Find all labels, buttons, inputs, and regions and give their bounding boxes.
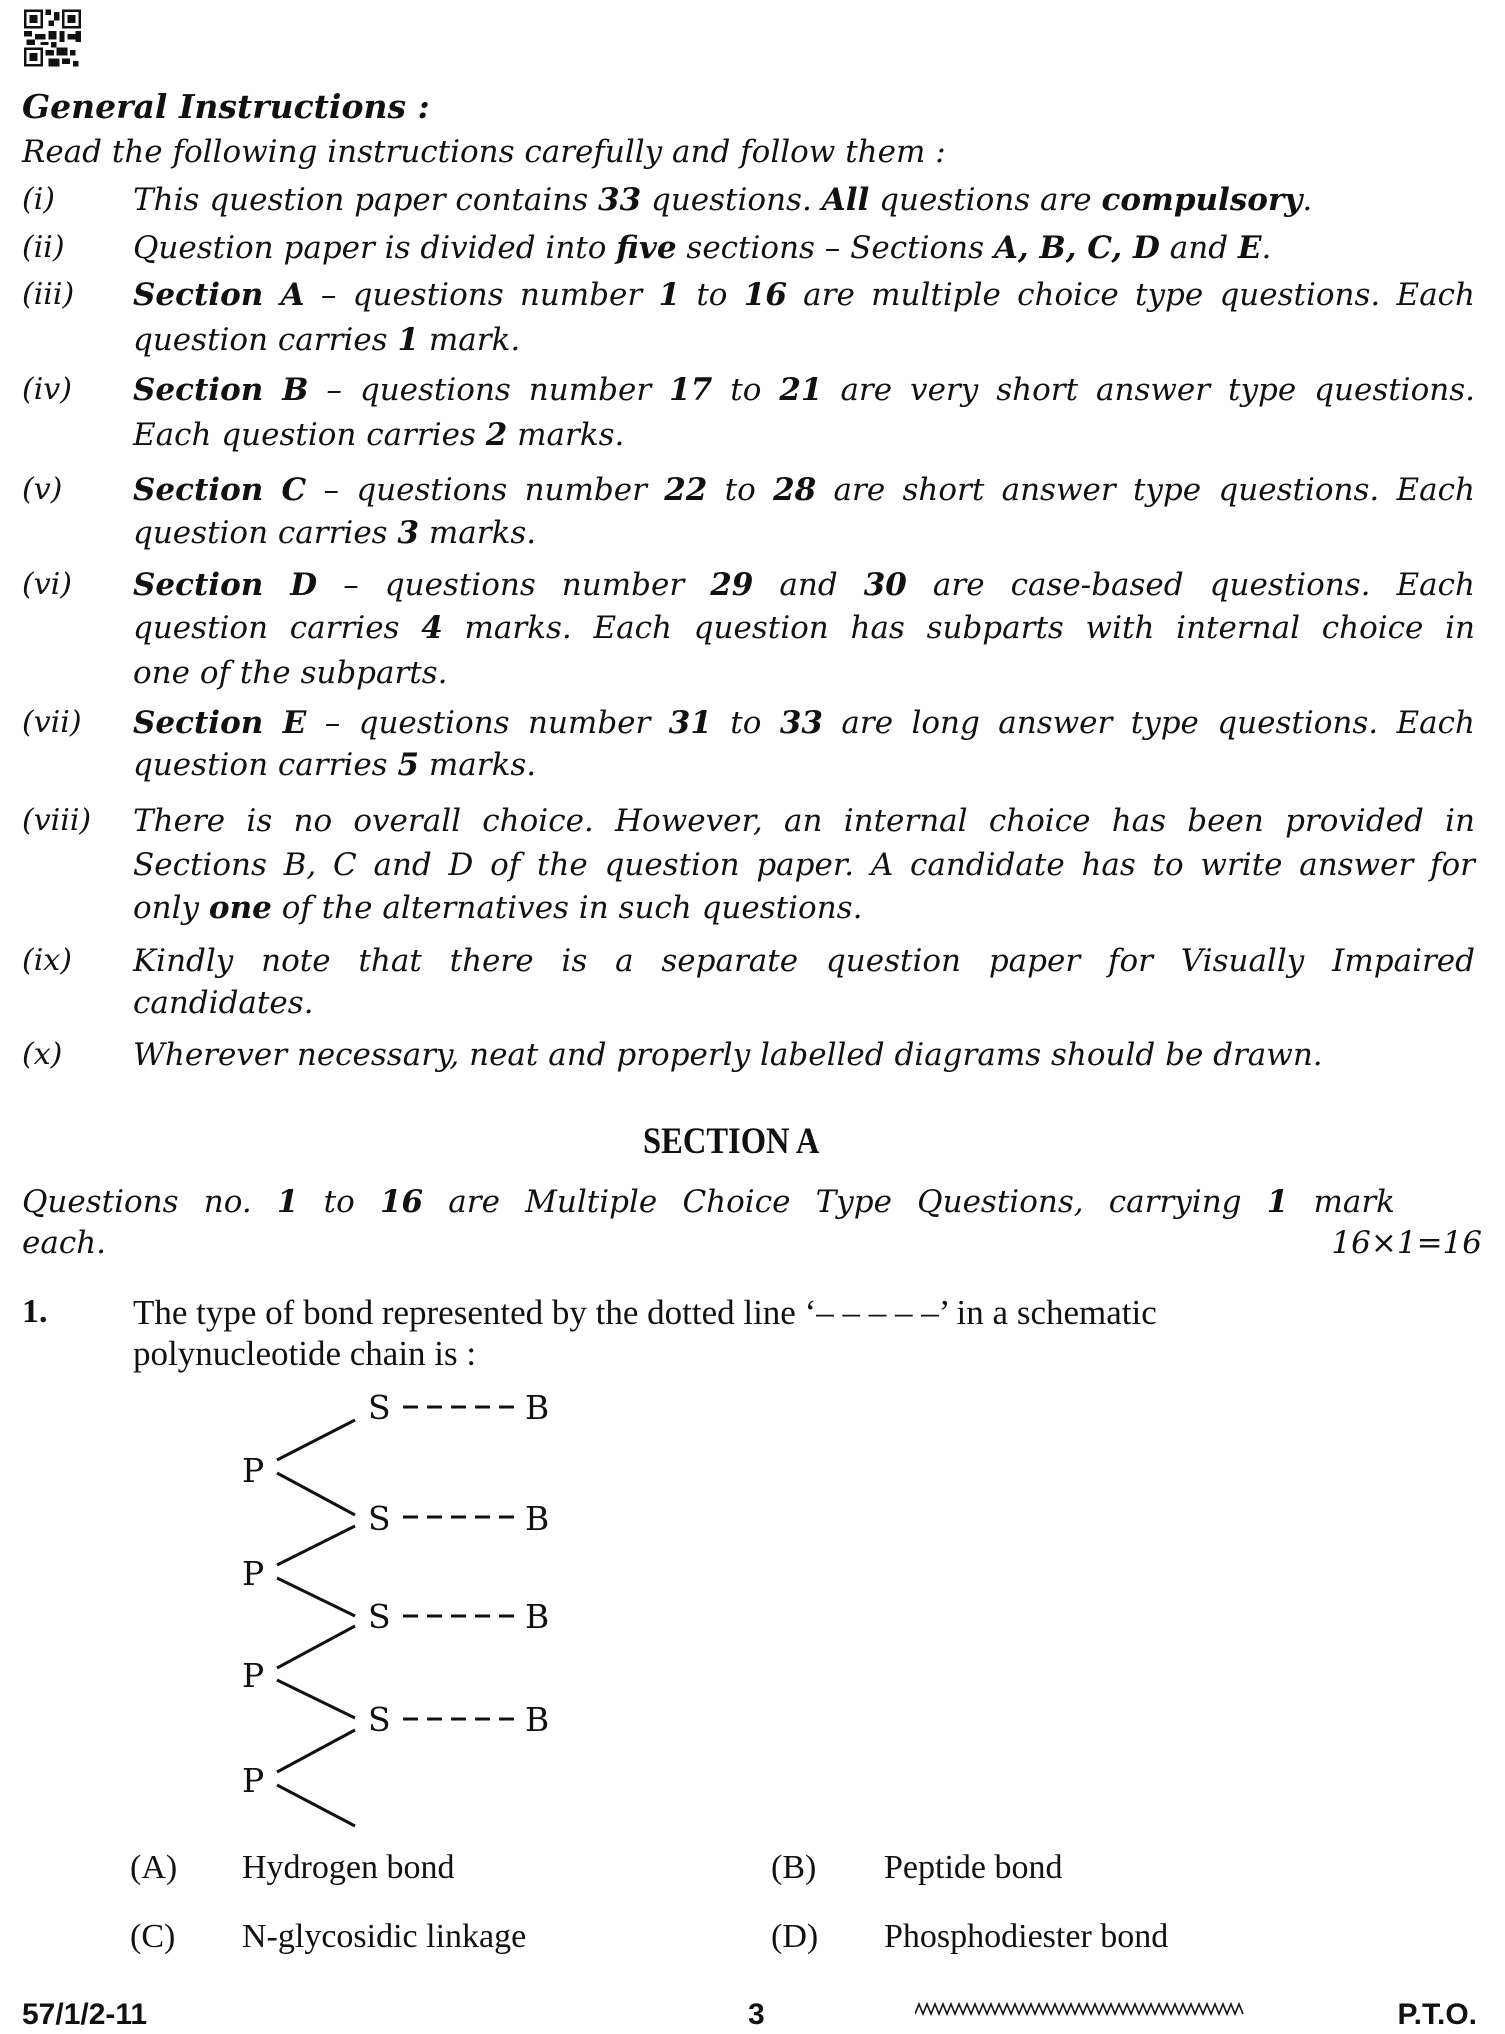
instruction-label: (vii) <box>22 705 82 740</box>
instruction-label: (vi) <box>22 567 72 602</box>
instruction-text: question carries 4 marks. Each question has subparts with internal choice in <box>133 610 1475 646</box>
instruction-text: only one of the alternatives in such questions. <box>133 890 863 926</box>
paper-code: 57/1/2-11 <box>22 1998 148 2031</box>
instruction-text: There is no overall choice. However, an internal choice has been provided in <box>133 803 1475 839</box>
phosphate-label: P <box>242 1656 265 1695</box>
phosphate-label: P <box>242 1451 265 1490</box>
instruction-text: Wherever necessary, neat and properly labelled diagrams should be drawn. <box>133 1037 1323 1073</box>
instruction-text: Section C – questions number 22 to 28 are short answer type questions. Each <box>133 472 1475 508</box>
instruction-text: Kindly note that there is a separate question paper for Visually Impaired <box>133 943 1475 979</box>
pto-label: P.T.O. <box>1397 1998 1477 2031</box>
option-letter: (C) <box>130 1918 176 1955</box>
section-intro-cont: each. <box>22 1225 107 1261</box>
instruction-text: one of the subparts. <box>133 655 448 691</box>
page-number: 3 <box>748 1998 765 2031</box>
page-title: General Instructions : <box>22 87 430 126</box>
instruction-text: Sections B, C and D of the question paper. A candidate has to write answer for <box>133 847 1475 883</box>
instruction-text: Section A – questions number 1 to 16 are multiple choice type questions. Each <box>133 277 1475 313</box>
instruction-text: This question paper contains 33 questions. All questions are compulsory. <box>133 182 1313 218</box>
question-text: The type of bond represented by the dotted line ‘– – – – –’ in a schematic <box>133 1293 1157 1332</box>
option-letter: (D) <box>771 1918 819 1955</box>
instruction-text: Section D – questions number 29 and 30 are case-based questions. Each <box>133 567 1475 603</box>
base-label: B <box>525 1700 550 1739</box>
base-label: B <box>525 1597 550 1636</box>
base-label: B <box>525 1499 550 1538</box>
instruction-text: Section B – questions number 17 to 21 are very short answer type questions. <box>133 372 1475 408</box>
phosphate-label: P <box>242 1761 265 1800</box>
instruction-label: (ix) <box>22 943 72 978</box>
instruction-text: Section E – questions number 31 to 33 are long answer type questions. Each <box>133 705 1475 741</box>
instruction-text: question carries 3 marks. <box>133 515 537 551</box>
sugar-label: S <box>368 1499 391 1538</box>
option-letter: (B) <box>771 1849 817 1886</box>
section-heading: SECTION A <box>643 1121 820 1162</box>
sugar-label: S <box>368 1388 391 1427</box>
question-text-cont: polynucleotide chain is : <box>133 1334 477 1373</box>
instruction-text: candidates. <box>133 985 314 1021</box>
instruction-text: question carries 5 marks. <box>133 747 537 783</box>
section-marks: 16×1=16 <box>1331 1225 1482 1261</box>
option-text: N-glycosidic linkage <box>242 1918 527 1955</box>
instruction-text: question carries 1 mark. <box>133 322 521 358</box>
option-letter: (A) <box>130 1849 178 1886</box>
instruction-label: (iii) <box>22 277 75 312</box>
section-intro: Questions no. 1 to 16 are Multiple Choice Type Questions, carrying 1 mark <box>22 1184 1395 1220</box>
instruction-text: Each question carries 2 marks. <box>133 417 625 453</box>
instructions-intro: Read the following instructions carefully and follow them : <box>22 134 946 170</box>
sugar-label: S <box>368 1597 391 1636</box>
instruction-label: (x) <box>22 1037 63 1072</box>
instruction-label: (ii) <box>22 230 65 265</box>
option-text: Phosphodiester bond <box>884 1918 1169 1955</box>
base-label: B <box>525 1388 550 1427</box>
instruction-label: (v) <box>22 472 63 507</box>
instruction-label: (i) <box>22 182 56 217</box>
phosphate-label: P <box>242 1554 265 1593</box>
question-number: 1. <box>22 1293 48 1330</box>
option-text: Hydrogen bond <box>242 1849 455 1886</box>
instruction-label: (viii) <box>22 803 92 838</box>
option-text: Peptide bond <box>884 1849 1063 1886</box>
instruction-text: Question paper is divided into five sections – Sections A, B, C, D and E. <box>133 230 1272 266</box>
wavy-line-icon <box>915 2000 1247 2020</box>
sugar-label: S <box>368 1700 391 1739</box>
instruction-label: (iv) <box>22 372 72 407</box>
